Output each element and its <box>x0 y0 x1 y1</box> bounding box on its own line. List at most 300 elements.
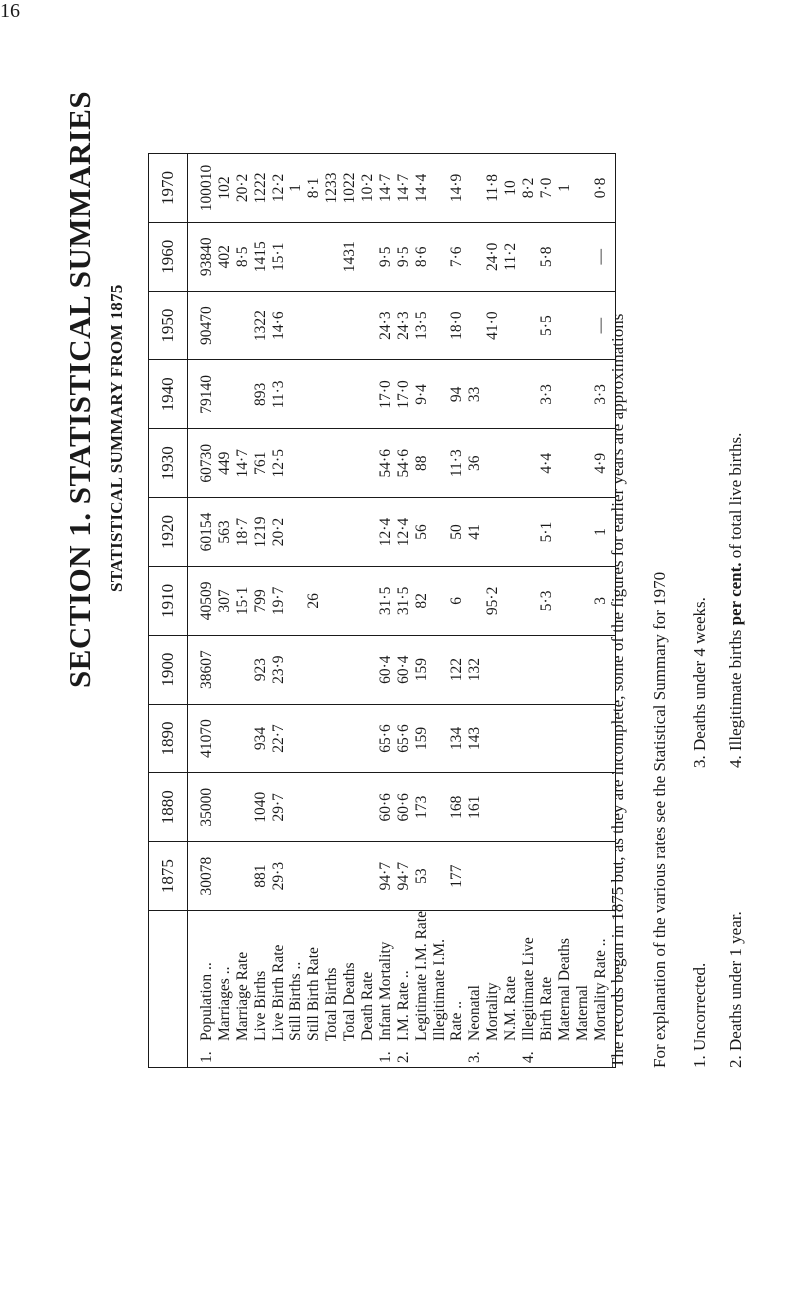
table-cell <box>216 773 234 841</box>
table-cell: 177 <box>448 864 466 888</box>
table-cell <box>431 705 449 773</box>
table-cell: 1415 <box>251 241 269 273</box>
row-labels-column <box>188 911 616 1068</box>
year-header-1960: 1960 <box>149 222 188 291</box>
table-cell: 93840 <box>198 237 215 277</box>
table-cell <box>431 361 449 429</box>
row-label <box>377 911 395 1063</box>
table-cell <box>359 567 377 635</box>
table-cell <box>502 498 520 566</box>
table-cell <box>502 842 520 910</box>
table-cell: 13·5 <box>412 311 430 340</box>
year-column-1940 <box>188 360 616 429</box>
table-cell: 53 <box>412 868 430 884</box>
table-body-row <box>188 154 616 1068</box>
table-cell: 40509 <box>198 581 215 621</box>
table-cell: 22·7 <box>269 724 287 753</box>
row-number: 4. <box>520 1051 538 1063</box>
year-header-1920: 1920 <box>149 498 188 567</box>
table-cell: 14·6 <box>269 311 287 340</box>
year-column-1960 <box>188 222 616 291</box>
year-header-row <box>149 154 188 1068</box>
year-column-1900 <box>188 635 616 704</box>
table-cell: 9·5 <box>376 246 394 268</box>
row-label <box>216 911 234 1063</box>
table-cell: 17·0 <box>394 380 412 409</box>
table-cell <box>431 773 449 841</box>
table-cell <box>592 842 610 910</box>
table-cell <box>574 567 592 635</box>
row-label <box>252 911 270 1063</box>
table-cell <box>287 361 305 429</box>
row-label <box>502 911 520 1063</box>
year-header-1940: 1940 <box>149 360 188 429</box>
table-cell <box>466 567 484 635</box>
table-cell <box>323 636 341 704</box>
table-cell <box>431 567 449 635</box>
table-cell: 402 <box>215 245 233 269</box>
table-cell <box>520 842 538 910</box>
table-cell <box>556 223 574 291</box>
table-cell: 893 <box>251 382 269 407</box>
table-cell: 60·4 <box>394 655 412 684</box>
table-cell: 20·2 <box>233 173 251 203</box>
table-cell <box>305 292 323 360</box>
table-cell <box>234 636 252 704</box>
table-cell: 173 <box>412 795 430 819</box>
row-label <box>395 911 413 1063</box>
row-label <box>448 911 466 1063</box>
year-header-1930: 1930 <box>149 429 188 498</box>
year-column-1910 <box>188 566 616 635</box>
table-cell: 1 <box>591 528 609 536</box>
table-cell: — <box>591 249 609 265</box>
table-cell <box>323 361 341 429</box>
row-label <box>574 911 592 1063</box>
year-header-1880: 1880 <box>149 773 188 842</box>
table-cell <box>305 705 323 773</box>
table-cell <box>502 567 520 635</box>
table-cell: 29·7 <box>269 793 287 822</box>
table-cell: 18·0 <box>448 311 466 340</box>
year-header-1900: 1900 <box>149 635 188 704</box>
table-cell: 24·3 <box>376 311 394 340</box>
row-number: 2. <box>394 1051 412 1063</box>
table-cell <box>287 498 305 566</box>
table-cell: 4·9 <box>591 452 609 474</box>
note-explanation: For explanation of the various rates see the Statistical Summary for 1970 <box>650 571 669 1068</box>
table-cell <box>305 361 323 429</box>
table-cell <box>574 292 592 360</box>
table-cell <box>466 292 484 360</box>
table-cell <box>234 292 252 360</box>
table-cell: 15·1 <box>269 242 287 271</box>
table-cell <box>359 429 377 497</box>
table-cell: 11·2 <box>502 242 520 271</box>
table-cell: 8·2 <box>520 177 538 199</box>
table-cell: 8·5 <box>233 246 251 268</box>
table-cell <box>574 842 592 910</box>
table-cell: 934 <box>251 726 269 751</box>
table-cell: 1040 <box>251 791 269 823</box>
table-cell <box>484 705 502 773</box>
table-cell <box>287 842 305 910</box>
row-label-text: Marriage Rate <box>233 951 251 1041</box>
row-label <box>359 911 377 1063</box>
table-cell <box>538 842 556 910</box>
row-number: 1. <box>376 1051 394 1063</box>
table-cell: 5·3 <box>537 590 555 612</box>
year-header-1970: 1970 <box>149 154 188 223</box>
table-cell: 23·9 <box>269 655 287 684</box>
table-cell <box>556 773 574 841</box>
table-cell <box>556 498 574 566</box>
year-column-1930 <box>188 429 616 498</box>
table-cell <box>520 361 538 429</box>
table-cell: 82 <box>412 593 430 609</box>
row-label <box>198 911 216 1063</box>
section-title: SECTION 1. STATISTICAL SUMMARIES <box>62 90 97 688</box>
table-cell: 12·5 <box>269 449 287 478</box>
table-cell <box>305 636 323 704</box>
table-cell <box>484 498 502 566</box>
year-header-1950: 1950 <box>149 291 188 360</box>
table-cell <box>216 842 234 910</box>
table-cell <box>502 361 520 429</box>
footnote-4-tail: of total live births. <box>726 432 745 563</box>
row-label <box>538 911 556 1063</box>
table-cell <box>359 842 377 910</box>
table-cell: 60·6 <box>376 793 394 822</box>
table-cell <box>556 292 574 360</box>
table-cell <box>556 842 574 910</box>
table-cell <box>466 154 484 222</box>
table-cell <box>556 429 574 497</box>
table-cell: 7·0 <box>537 177 555 199</box>
table-cell <box>359 705 377 773</box>
table-cell <box>359 292 377 360</box>
row-label <box>341 911 359 1063</box>
table-cell <box>234 842 252 910</box>
row-number: 3. <box>466 1051 484 1063</box>
table-cell <box>287 567 305 635</box>
table-cell: 3 <box>591 596 609 605</box>
table-cell: 24·0 <box>484 242 502 271</box>
table-subtitle: STATISTICAL SUMMARY FROM 1875 <box>107 284 126 592</box>
table-cell: 35000 <box>198 787 215 827</box>
table-cell <box>502 636 520 704</box>
row-label-text: Legitimate I.M. Rate <box>412 911 430 1041</box>
table-cell <box>574 361 592 429</box>
row-label <box>287 911 305 1063</box>
table-cell: 36 <box>466 455 484 471</box>
table-cell: 1322 <box>251 310 269 342</box>
table-cell: 10·2 <box>359 173 377 203</box>
table-cell <box>502 429 520 497</box>
table-cell <box>323 567 341 635</box>
year-column-1970 <box>188 154 616 223</box>
row-label-text: I.M. Rate .. <box>394 970 412 1041</box>
table-cell <box>502 773 520 841</box>
table-cell <box>287 429 305 497</box>
row-label <box>234 911 252 1063</box>
year-column-1880 <box>188 773 616 842</box>
row-label <box>413 911 431 1063</box>
table-cell: 20·2 <box>269 517 287 547</box>
table-cell: 161 <box>466 795 484 819</box>
table-cell <box>341 705 359 773</box>
table-cell: 60·6 <box>394 793 412 822</box>
table-cell <box>287 636 305 704</box>
table-cell: 11·8 <box>484 174 502 202</box>
row-label-text: Total Births <box>323 967 341 1041</box>
table-cell: 168 <box>448 795 466 819</box>
row-label-text: Population .. <box>198 962 215 1041</box>
table-cell: 60·4 <box>376 655 394 684</box>
table-cell <box>359 773 377 841</box>
table-cell: 1222 <box>251 172 269 204</box>
table-cell <box>323 429 341 497</box>
table-cell <box>287 705 305 773</box>
row-label-text: Infant Mortality <box>376 941 394 1041</box>
table-cell: 14·7 <box>394 173 412 203</box>
statistical-summary-table <box>148 153 616 1068</box>
table-cell <box>431 842 449 910</box>
table-cell: 8·6 <box>412 246 430 268</box>
table-cell <box>341 567 359 635</box>
table-cell: 8·1 <box>305 177 323 199</box>
table-cell <box>431 429 449 497</box>
table-cell <box>538 636 556 704</box>
table-cell <box>216 705 234 773</box>
table-cell <box>287 223 305 291</box>
table-cell <box>431 223 449 291</box>
row-label <box>466 911 484 1063</box>
row-label-text: Live Births <box>251 970 269 1041</box>
table-cell <box>359 636 377 704</box>
table-cell <box>538 773 556 841</box>
row-label <box>431 911 449 1063</box>
table-cell: 12·4 <box>376 517 394 547</box>
table-cell: 3·3 <box>591 384 609 405</box>
page-number: 16 <box>0 0 20 22</box>
table-cell: 5·1 <box>537 521 555 543</box>
table-cell <box>592 705 610 773</box>
table-cell <box>323 705 341 773</box>
row-label-text: Maternal Deaths <box>555 938 573 1041</box>
note-records: The records began in 1875 but, as they are incomplete, some of the figures for earlier years are approximations <box>608 313 627 1068</box>
table-cell: 14·9 <box>448 173 466 203</box>
table-cell <box>538 705 556 773</box>
table-cell <box>574 429 592 497</box>
table-cell <box>323 773 341 841</box>
table-cell <box>484 773 502 841</box>
footnote-4-emphasis: per cent. <box>726 562 745 626</box>
table-cell: 5·8 <box>537 246 555 268</box>
row-label-text: Death Rate <box>359 971 377 1041</box>
table-cell: 7·6 <box>448 246 466 268</box>
table-cell <box>341 636 359 704</box>
table-cell <box>574 773 592 841</box>
table-cell: 19·7 <box>269 586 287 616</box>
table-cell: — <box>591 317 609 334</box>
table-cell: 14·7 <box>233 449 251 478</box>
row-label-text: Mortality <box>484 982 502 1041</box>
table-cell: 6 <box>448 596 466 605</box>
table-cell <box>359 498 377 566</box>
table-cell <box>556 705 574 773</box>
table-cell <box>574 498 592 566</box>
table-cell <box>341 498 359 566</box>
row-label-text: Illegitimate Live <box>520 937 538 1041</box>
table-cell: 11·3 <box>448 449 466 478</box>
row-label-text: Marriages .. <box>215 966 233 1041</box>
table-cell: 38607 <box>198 650 215 690</box>
table-cell: 41·0 <box>484 311 502 340</box>
table-cell <box>341 429 359 497</box>
table-cell: 94 <box>448 386 466 403</box>
year-column-1890 <box>188 704 616 773</box>
table-cell: 5·5 <box>537 315 555 336</box>
table-cell: 29·3 <box>269 861 287 891</box>
table-cell <box>287 773 305 841</box>
table-cell <box>431 292 449 360</box>
year-header-1910: 1910 <box>149 566 188 635</box>
table-cell: 923 <box>251 658 269 682</box>
table-cell: 3·3 <box>537 384 555 405</box>
table-cell: 14·7 <box>376 173 394 203</box>
table-cell <box>556 361 574 429</box>
table-cell: 10 <box>502 180 520 196</box>
row-label-text: Maternal <box>573 985 591 1041</box>
year-header-1875: 1875 <box>149 842 188 911</box>
table-cell: 94·7 <box>394 861 412 891</box>
table-cell <box>466 842 484 910</box>
table-cell: 1022 <box>341 172 359 204</box>
table-cell: 54·6 <box>376 449 394 478</box>
row-label <box>592 911 610 1063</box>
table-cell: 9·5 <box>394 246 412 268</box>
table-cell: 41070 <box>198 719 215 758</box>
year-column-1920 <box>188 498 616 567</box>
table-cell <box>341 842 359 910</box>
table-cell: 31·5 <box>376 586 394 616</box>
table-cell <box>305 842 323 910</box>
table-cell <box>556 636 574 704</box>
table-cell <box>359 361 377 429</box>
row-label-text: Illegitimate I.M. <box>430 938 448 1041</box>
footnote-3: 3. Deaths under 4 weeks. <box>690 597 709 768</box>
table-cell: 122 <box>448 658 466 682</box>
row-label-text: Mortality Rate .. <box>591 938 609 1041</box>
table-cell: 54·6 <box>394 449 412 478</box>
table-cell: 50 <box>448 524 466 540</box>
table-cell <box>574 636 592 704</box>
row-label <box>270 911 288 1063</box>
table-cell: 1233 <box>323 172 341 204</box>
table-cell <box>323 842 341 910</box>
table-cell: 102 <box>215 176 233 200</box>
table-cell <box>216 361 234 429</box>
table-cell <box>484 636 502 704</box>
table-cell <box>520 498 538 566</box>
table-cell <box>234 361 252 429</box>
table-cell <box>502 292 520 360</box>
table-cell <box>592 773 610 841</box>
footnote-4-text: 4. Illegitimate births <box>726 625 745 768</box>
table-cell: 90470 <box>198 306 215 345</box>
table-cell <box>520 773 538 841</box>
table-cell <box>234 773 252 841</box>
row-label-text: Live Birth Rate <box>269 944 287 1041</box>
table-cell <box>341 292 359 360</box>
year-column-1875 <box>188 842 616 911</box>
label-column-header <box>149 911 188 1068</box>
row-label <box>323 911 341 1063</box>
table-cell: 799 <box>251 589 269 613</box>
row-label-text: N.M. Rate <box>502 975 520 1041</box>
table-cell: 761 <box>251 451 269 475</box>
table-cell <box>574 223 592 291</box>
table-cell <box>216 636 234 704</box>
row-label <box>520 911 538 1063</box>
table-cell: 143 <box>466 726 484 751</box>
row-label-text: Still Births .. <box>287 961 305 1041</box>
statistical-summary-table-wrapper <box>148 153 616 1068</box>
table-cell: 24·3 <box>394 311 412 340</box>
row-label-text: Neonatal <box>466 985 484 1041</box>
footnote-2: 2. Deaths under 1 year. <box>726 911 745 1068</box>
table-cell: 4·4 <box>537 452 555 474</box>
table-cell: 18·7 <box>233 517 251 547</box>
table-cell <box>216 292 234 360</box>
table-cell <box>341 361 359 429</box>
table-cell <box>484 842 502 910</box>
table-cell <box>431 636 449 704</box>
table-cell <box>592 636 610 704</box>
table-cell: 30078 <box>198 856 215 896</box>
footnote-4 <box>726 433 746 768</box>
table-cell <box>341 773 359 841</box>
table-cell <box>520 429 538 497</box>
table-cell <box>556 567 574 635</box>
table-cell <box>431 498 449 566</box>
table-cell <box>305 429 323 497</box>
table-cell <box>305 498 323 566</box>
table-cell: 88 <box>412 455 430 471</box>
table-cell <box>359 223 377 291</box>
table-cell: 26 <box>305 593 323 609</box>
table-cell: 41 <box>466 524 484 540</box>
table-cell <box>520 292 538 360</box>
table-cell: 1 <box>287 184 305 192</box>
row-label <box>556 911 574 1063</box>
row-label-text: Birth Rate <box>537 976 555 1041</box>
table-cell: 17·0 <box>376 380 394 409</box>
table-cell: 159 <box>412 726 430 751</box>
table-cell: 134 <box>448 726 466 751</box>
table-cell: 100010 <box>198 164 215 212</box>
table-cell <box>484 429 502 497</box>
table-cell: 15·1 <box>233 586 251 616</box>
table-cell: 14·4 <box>412 173 430 203</box>
table-cell <box>520 223 538 291</box>
row-label <box>484 911 502 1063</box>
table-cell <box>323 498 341 566</box>
table-cell: 563 <box>215 520 233 544</box>
table-cell: 33 <box>466 386 484 403</box>
table-cell <box>502 705 520 773</box>
